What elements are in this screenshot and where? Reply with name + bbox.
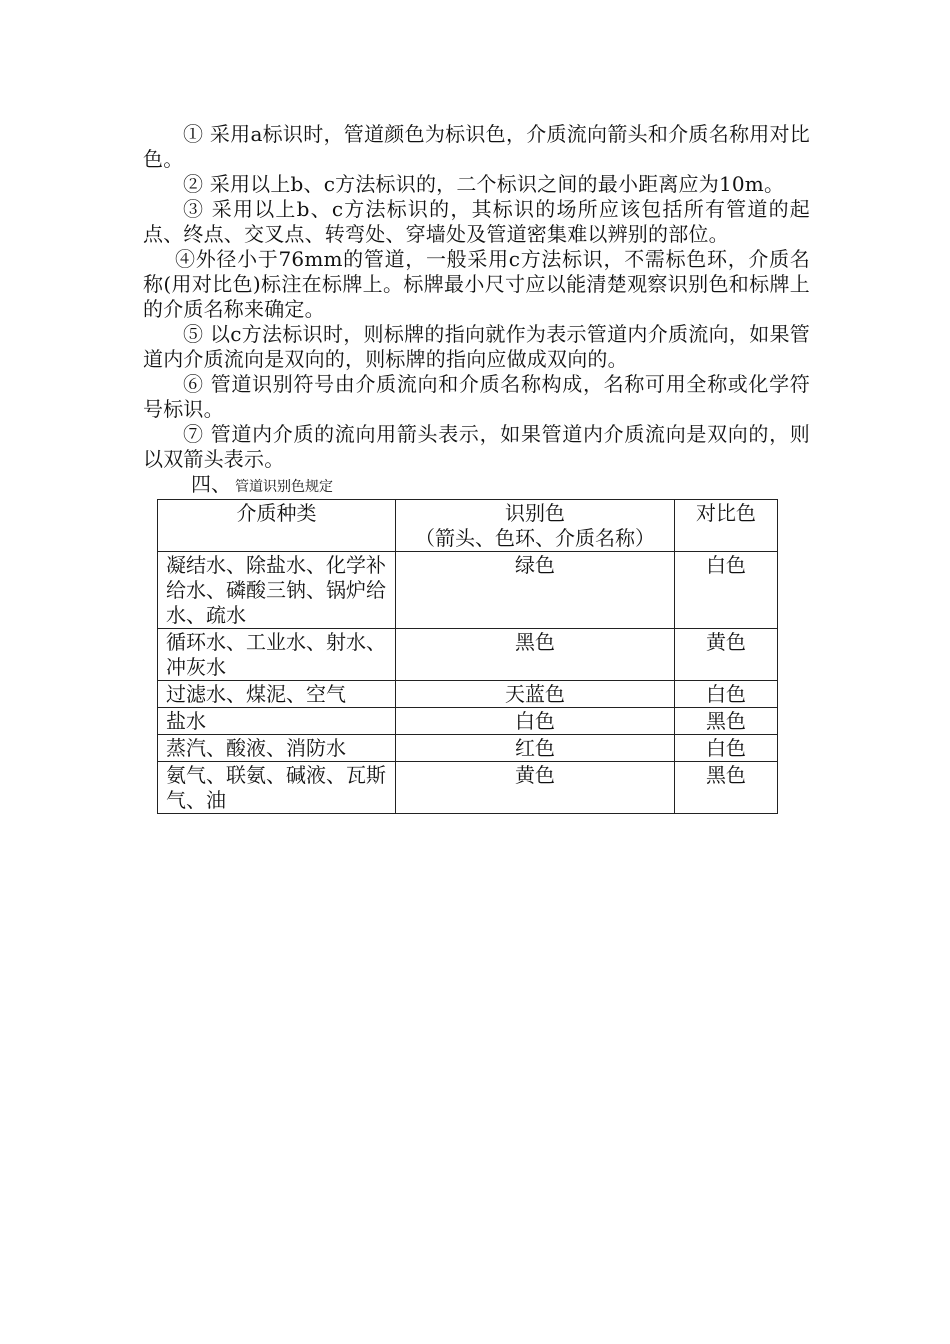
header-contrast-color: 对比色 [675, 500, 778, 552]
cell-medium: 盐水 [158, 708, 396, 735]
cell-color: 白色 [396, 708, 675, 735]
cell-color: 黑色 [396, 629, 675, 681]
table-row [158, 762, 778, 814]
paragraph-4: ④外径小于76mm的管道，一般采用c方法标识，不需标色环，介质名称(用对比色)标注在标牌上。标牌最小尺寸应以能清楚观察识别色和标牌上的介质名称来确定。 [143, 247, 810, 321]
header-color-label: 识别色 [505, 501, 565, 525]
cell-contrast: 白色 [675, 735, 778, 762]
cell-medium: 过滤水、煤泥、空气 [158, 681, 396, 708]
header-color-sublabel: （箭头、色环、介质名称） [415, 526, 655, 550]
cell-color: 红色 [396, 735, 675, 762]
table-header-row [158, 500, 778, 552]
document-body [143, 122, 810, 814]
cell-contrast: 黄色 [675, 629, 778, 681]
table-row [158, 708, 778, 735]
paragraph-5: ⑤ 以c方法标识时，则标牌的指向就作为表示管道内介质流向，如果管道内介质流向是双向的，则标牌的指向应做成双向的。 [143, 322, 810, 371]
section-title: 管道识别色规定 [235, 479, 333, 495]
cell-color: 绿色 [396, 552, 675, 629]
cell-medium: 氨气、联氨、碱液、瓦斯气、油 [158, 762, 396, 814]
cell-medium: 循环水、工业水、射水、冲灰水 [158, 629, 396, 681]
cell-contrast: 白色 [675, 681, 778, 708]
paragraph-3: ③ 采用以上b、c方法标识的，其标识的场所应该包括所有管道的起点、终点、交叉点、转弯处、穿墙处及管道密集难以辨别的部位。 [143, 197, 810, 246]
cell-color: 黄色 [396, 762, 675, 814]
table-row [158, 629, 778, 681]
pipe-color-table [157, 499, 778, 814]
section-number: 四、 [191, 472, 231, 496]
cell-medium: 蒸汽、酸液、消防水 [158, 735, 396, 762]
cell-color: 天蓝色 [396, 681, 675, 708]
table-row [158, 552, 778, 629]
section-heading [143, 472, 810, 499]
cell-contrast: 黑色 [675, 708, 778, 735]
cell-medium: 凝结水、除盐水、化学补给水、磷酸三钠、锅炉给水、疏水 [158, 552, 396, 629]
cell-contrast: 白色 [675, 552, 778, 629]
table-row [158, 735, 778, 762]
paragraph-6: ⑥ 管道识别符号由介质流向和介质名称构成，名称可用全称或化学符号标识。 [143, 372, 810, 421]
cell-contrast: 黑色 [675, 762, 778, 814]
paragraph-7: ⑦ 管道内介质的流向用箭头表示，如果管道内介质流向是双向的，则以双箭头表示。 [143, 422, 810, 471]
table-row [158, 681, 778, 708]
header-identification-color [396, 500, 675, 552]
paragraph-1: ① 采用a标识时，管道颜色为标识色，介质流向箭头和介质名称用对比色。 [143, 122, 810, 171]
paragraph-2: ② 采用以上b、c方法标识的，二个标识之间的最小距离应为10m。 [183, 172, 785, 196]
header-medium-type: 介质种类 [158, 500, 396, 552]
